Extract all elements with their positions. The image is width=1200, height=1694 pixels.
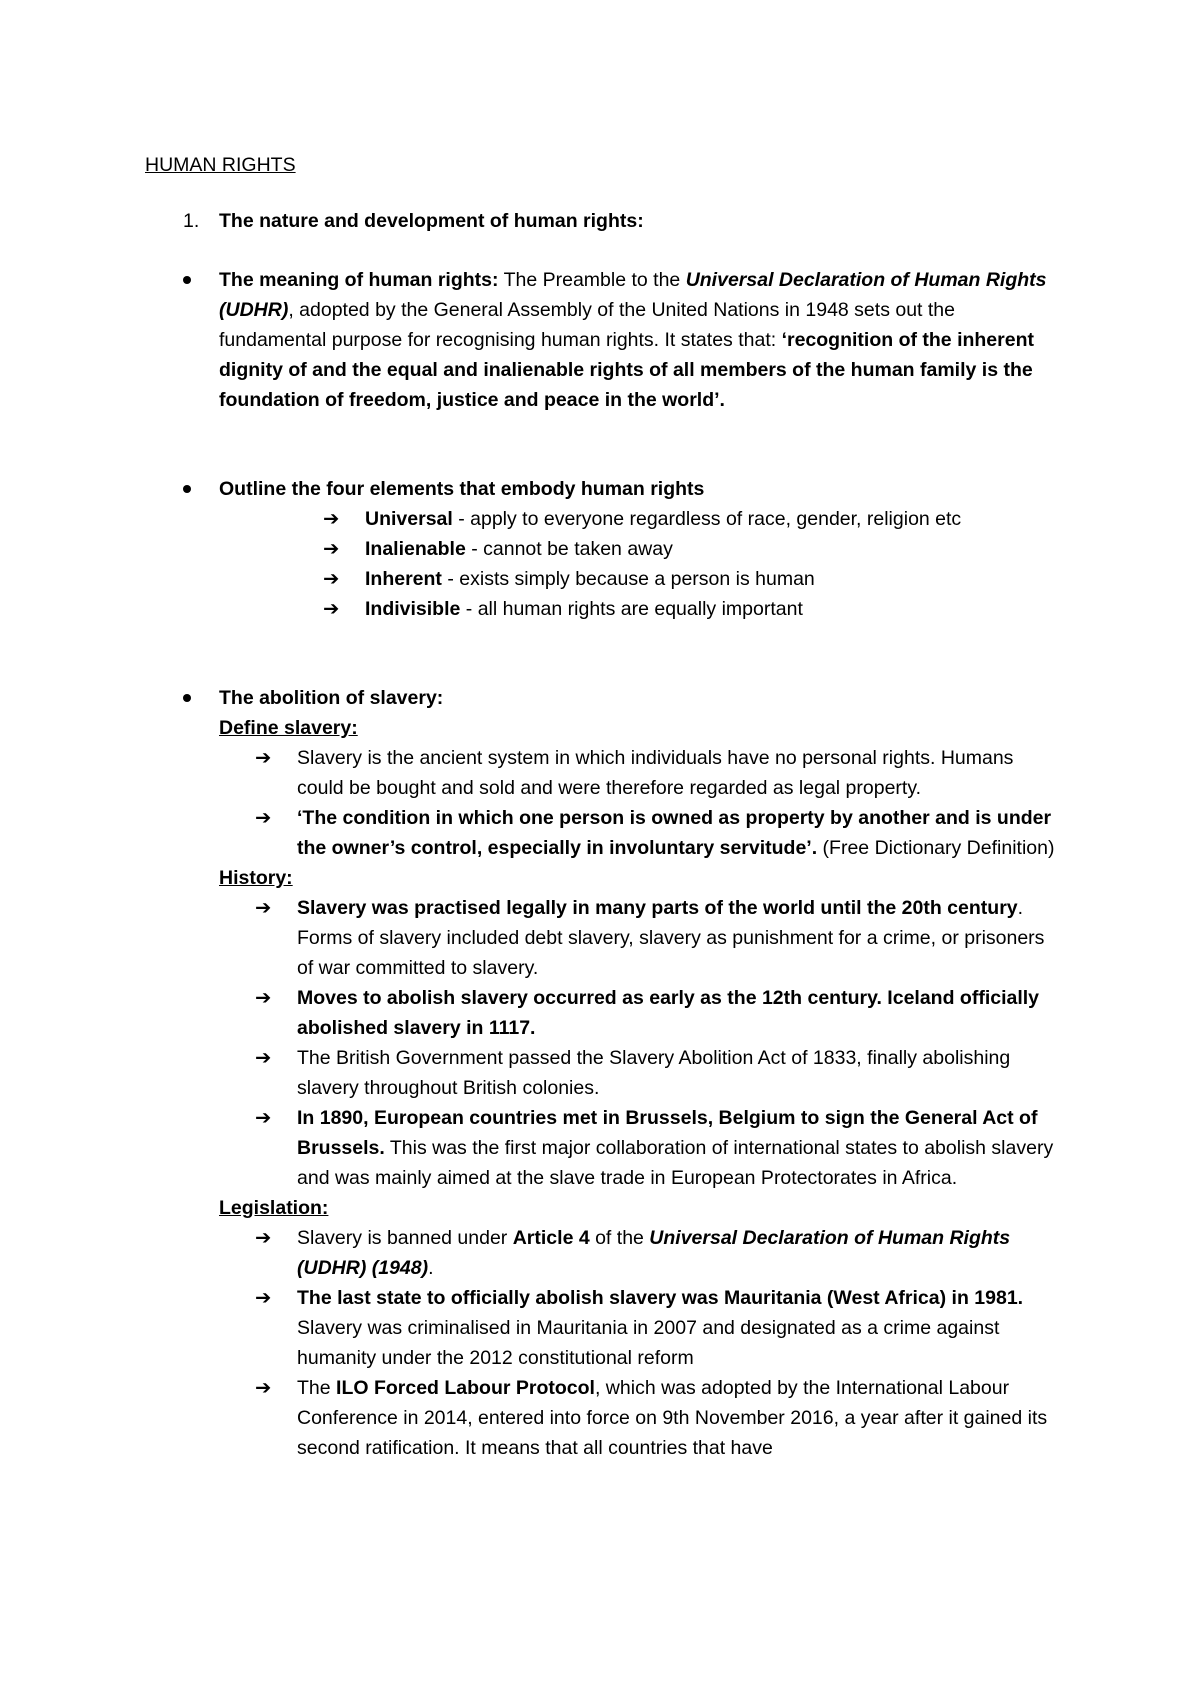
history-bold: In 1890, European countries met in Brussels, Belgium to sign the General Act of Brussels. [297, 1107, 1038, 1159]
leg-text: Slavery is banned under [297, 1227, 513, 1249]
legislation-item [255, 1373, 1063, 1463]
legislation-list [255, 1223, 1063, 1463]
elements-heading-text: Outline the four elements that embody human rights [219, 478, 705, 500]
history-item [255, 1103, 1063, 1193]
leg-text: Slavery was criminalised in Mauritania in 2007 and designated as a crime against humanity under the 2012 constitutional reform [297, 1317, 1000, 1369]
bullet-slavery [183, 683, 1063, 1463]
define-text: Slavery is the ancient system in which individuals have no personal rights. Humans could be bought and sold and were therefore regarded as legal property. [297, 747, 1014, 799]
element-term: Universal [365, 508, 453, 530]
section-title: The nature and development of human rights: [219, 210, 644, 232]
arrow-icon: ➔ [255, 1047, 272, 1069]
page-title: HUMAN RIGHTS [145, 154, 296, 176]
history-bold: Moves to abolish slavery occurred as early as the 12th century. Iceland officially abolished slavery in 1117. [297, 987, 1040, 1039]
leg-bold: Article 4 [512, 1227, 590, 1249]
leg-bold: The last state to officially abolish slavery was Mauritania (West Africa) in 1981. [297, 1287, 1024, 1309]
meaning-text-2: , adopted by the General Assembly of the United Nations in 1948 sets out the fundamental purpose for recognising human rights. It states that: [219, 299, 955, 351]
bullet-meaning [183, 265, 1063, 415]
bullet-elements [183, 474, 1063, 624]
history-text: The British Government passed the Slavery Abolition Act of 1833, finally abolishing slavery throughout British colonies. [297, 1047, 1011, 1099]
history-item [255, 983, 1063, 1043]
history-bold: Slavery was practised legally in many parts of the world until the 20th century [297, 897, 1018, 919]
element-desc: - cannot be taken away [465, 538, 673, 560]
bullet-dot [183, 485, 191, 493]
arrow-icon: ➔ [323, 538, 340, 560]
define-slavery-heading: Define slavery: [219, 717, 358, 739]
arrow-icon: ➔ [255, 1287, 272, 1309]
element-item [323, 564, 1063, 594]
history-text: This was the first major collaboration of international states to abolish slavery and was mainly aimed at the slave trade in European Protectorates in Africa. [297, 1137, 1054, 1189]
arrow-icon: ➔ [255, 987, 272, 1009]
elements-list [323, 504, 1063, 624]
arrow-icon: ➔ [255, 897, 272, 919]
legislation-item [255, 1223, 1063, 1283]
history-list [255, 893, 1063, 1193]
bullet-dot [183, 276, 191, 284]
meaning-text-1: The Preamble to the [498, 269, 686, 291]
element-desc: - exists simply because a person is human [441, 568, 815, 590]
element-term: Inalienable [365, 538, 466, 560]
history-heading: History: [219, 867, 293, 889]
arrow-icon: ➔ [255, 1227, 272, 1249]
meaning-paragraph [219, 265, 1063, 415]
element-desc: - all human rights are equally important [460, 598, 803, 620]
section-number: 1. [183, 210, 200, 232]
udhr-title: Universal Declaration of Human Rights (UDHR) [219, 269, 1047, 321]
arrow-icon: ➔ [323, 568, 340, 590]
element-item [323, 534, 1063, 564]
arrow-icon: ➔ [323, 508, 340, 530]
preamble-quote: ‘recognition of the inherent dignity of and the equal and inalienable rights of all members of the human family is the foundation of freedom, justice and peace in the world’. [219, 329, 1034, 411]
leg-text: . [428, 1257, 434, 1279]
element-desc: - apply to everyone regardless of race, gender, religion etc [452, 508, 962, 530]
bullet-dot [183, 694, 191, 702]
meaning-lead: The meaning of human rights: [219, 269, 499, 291]
leg-text: , which was adopted by the International Labour Conference in 2014, entered into force on 9th November 2016, a year after it gained its second ratification. It means that all countries that have [297, 1377, 1048, 1459]
define-item [255, 803, 1063, 863]
arrow-icon: ➔ [323, 598, 340, 620]
leg-bold: ILO Forced Labour Protocol [336, 1377, 595, 1399]
legislation-heading: Legislation: [219, 1197, 329, 1219]
leg-text: The [297, 1377, 337, 1399]
element-term: Indivisible [365, 598, 461, 620]
element-term: Inherent [365, 568, 442, 590]
element-item [323, 504, 1063, 534]
slavery-heading-text: The abolition of slavery: [219, 687, 444, 709]
legislation-item [255, 1283, 1063, 1373]
udhr-title: Universal Declaration of Human Rights (UDHR) (1948) [297, 1227, 1011, 1279]
arrow-icon: ➔ [255, 807, 272, 829]
history-item [255, 1043, 1063, 1103]
element-item [323, 594, 1063, 624]
define-quote: ‘The condition in which one person is owned as property by another and is under the owner’s control, especially in involuntary servitude’. [297, 807, 1052, 859]
history-item [255, 893, 1063, 983]
elements-heading [219, 474, 1063, 504]
define-item [255, 743, 1063, 803]
leg-text: of the [589, 1227, 650, 1249]
arrow-icon: ➔ [255, 1107, 272, 1129]
arrow-icon: ➔ [255, 1377, 272, 1399]
arrow-icon: ➔ [255, 747, 272, 769]
define-source: (Free Dictionary Definition) [817, 837, 1055, 859]
define-list [255, 743, 1063, 863]
slavery-heading [219, 683, 1063, 713]
history-text: . Forms of slavery included debt slavery, slavery as punishment for a crime, or prisoners of war committed to slavery. [297, 897, 1045, 979]
